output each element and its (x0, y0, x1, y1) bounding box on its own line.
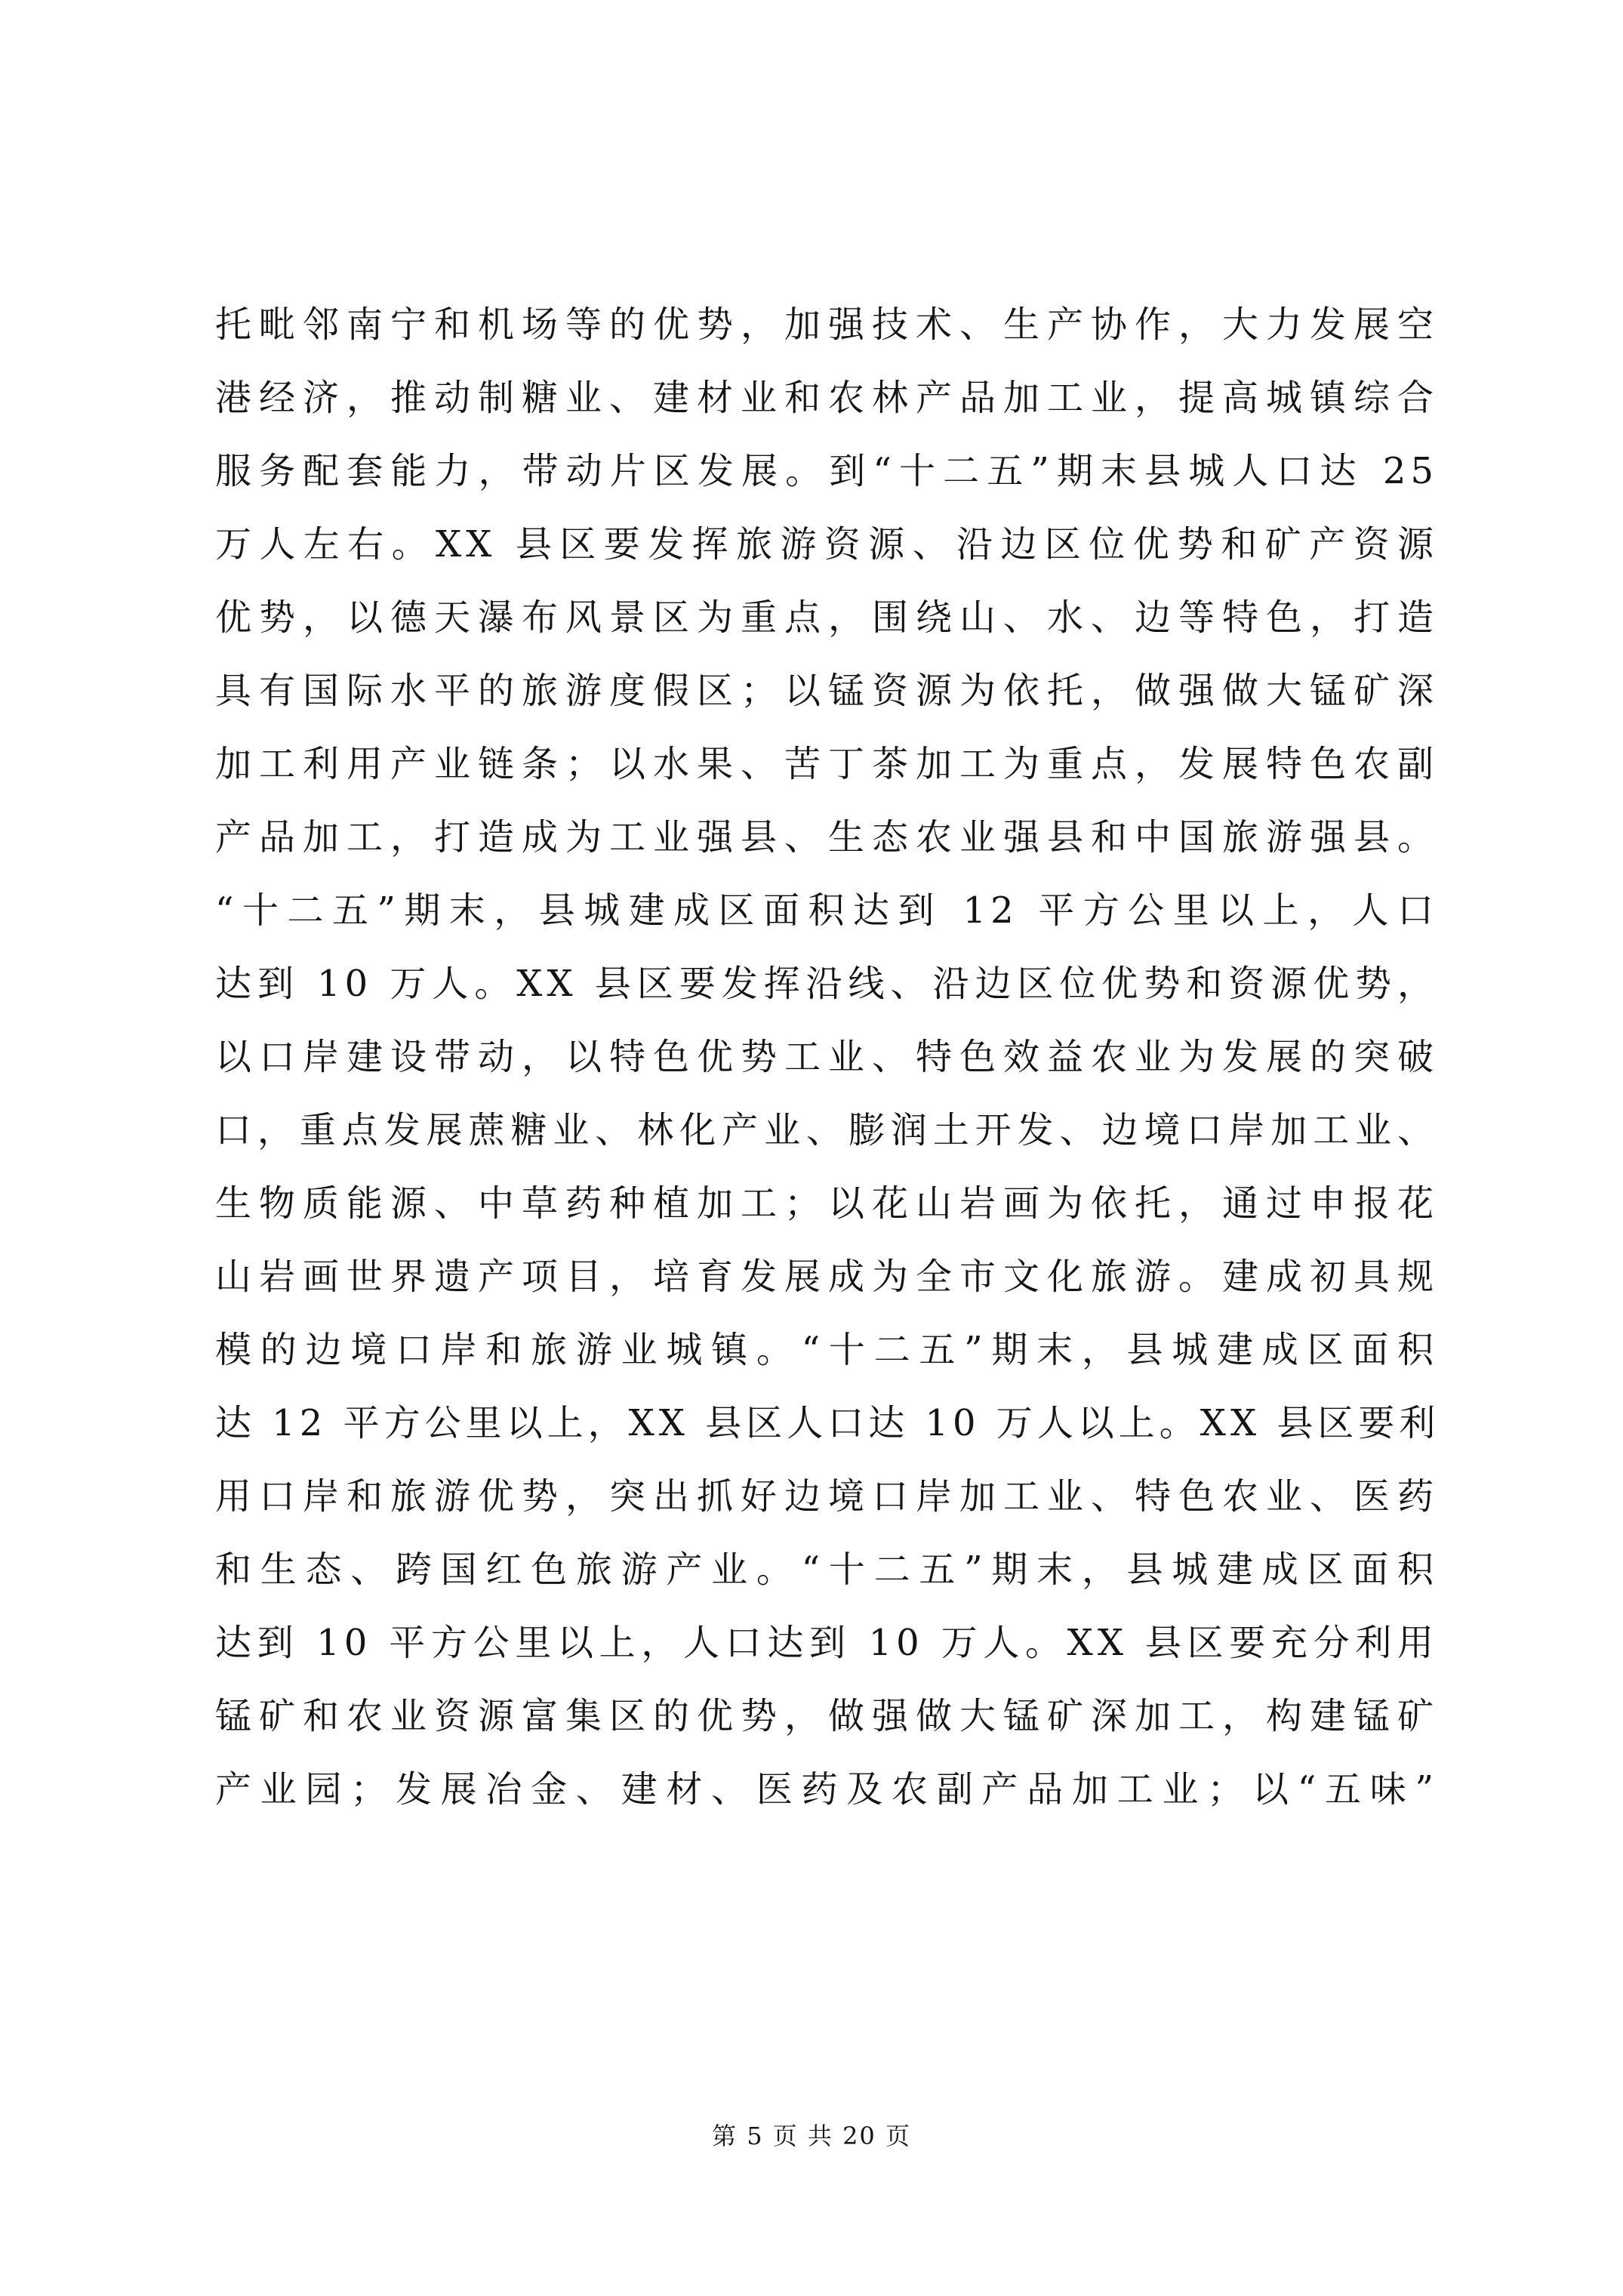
text-line-10: 达到 10 万人。XX 县区要发挥沿线、沿边区位优势和资源优势， (215, 963, 1438, 1005)
text-line-14: 山岩画世界遗产项目，培育发展成为全市文化旅游。建成初具规 (215, 1256, 1438, 1298)
text-line-6: 具有国际水平的旅游度假区；以锰资源为依托，做强做大锰矿深 (215, 670, 1438, 712)
text-line-18: 和生态、跨国红色旅游产业。“十二五”期末，县城建成区面积 (215, 1549, 1438, 1591)
text-line-8: 产品加工，打造成为工业强县、生态农业强县和中国旅游强县。 (215, 816, 1438, 858)
text-line-2: 港经济，推动制糖业、建材业和农林产品加工业，提高城镇综合 (215, 377, 1438, 419)
text-line-17: 用口岸和旅游优势，突出抓好边境口岸加工业、特色农业、医药 (215, 1475, 1438, 1518)
text-line-1: 托毗邻南宁和机场等的优势，加强技术、生产协作，大力发展空 (215, 304, 1438, 346)
text-line-16: 达 12 平方公里以上，XX 县区人口达 10 万人以上。XX 县区要利 (215, 1402, 1440, 1444)
text-line-4: 万人左右。XX 县区要发挥旅游资源、沿边区位优势和矿产资源 (215, 523, 1438, 566)
text-line-9: “十二五”期末，县城建成区面积达到 12 平方公里以上，人口 (215, 889, 1438, 932)
page-number-footer: 第 5 页 共 20 页 (712, 2122, 911, 2150)
text-line-7: 加工利用产业链条；以水果、苦丁茶加工为重点，发展特色农副 (215, 743, 1438, 785)
body-text (215, 288, 1438, 1826)
text-line-19: 达到 10 平方公里以上，人口达到 10 万人。XX 县区要充分利用 (215, 1622, 1438, 1664)
text-line-20: 锰矿和农业资源富集区的优势，做强做大锰矿深加工，构建锰矿 (215, 1695, 1438, 1737)
text-line-11: 以口岸建设带动，以特色优势工业、特色效益农业为发展的突破 (215, 1036, 1438, 1078)
text-line-5: 优势，以德天瀑布风景区为重点，围绕山、水、边等特色，打造 (215, 596, 1438, 639)
text-line-21: 产业园；发展冶金、建材、医药及农副产品加工业；以“五味” (215, 1768, 1438, 1811)
text-line-15: 模的边境口岸和旅游业城镇。“十二五”期末，县城建成区面积 (215, 1329, 1438, 1371)
text-line-3: 服务配套能力，带动片区发展。到“十二五”期末县城人口达 25 (215, 450, 1438, 492)
text-line-13: 生物质能源、中草药种植加工；以花山岩画为依托，通过申报花 (215, 1182, 1438, 1225)
text-line-12: 口，重点发展蔗糖业、林化产业、膨润土开发、边境口岸加工业、 (215, 1109, 1438, 1151)
